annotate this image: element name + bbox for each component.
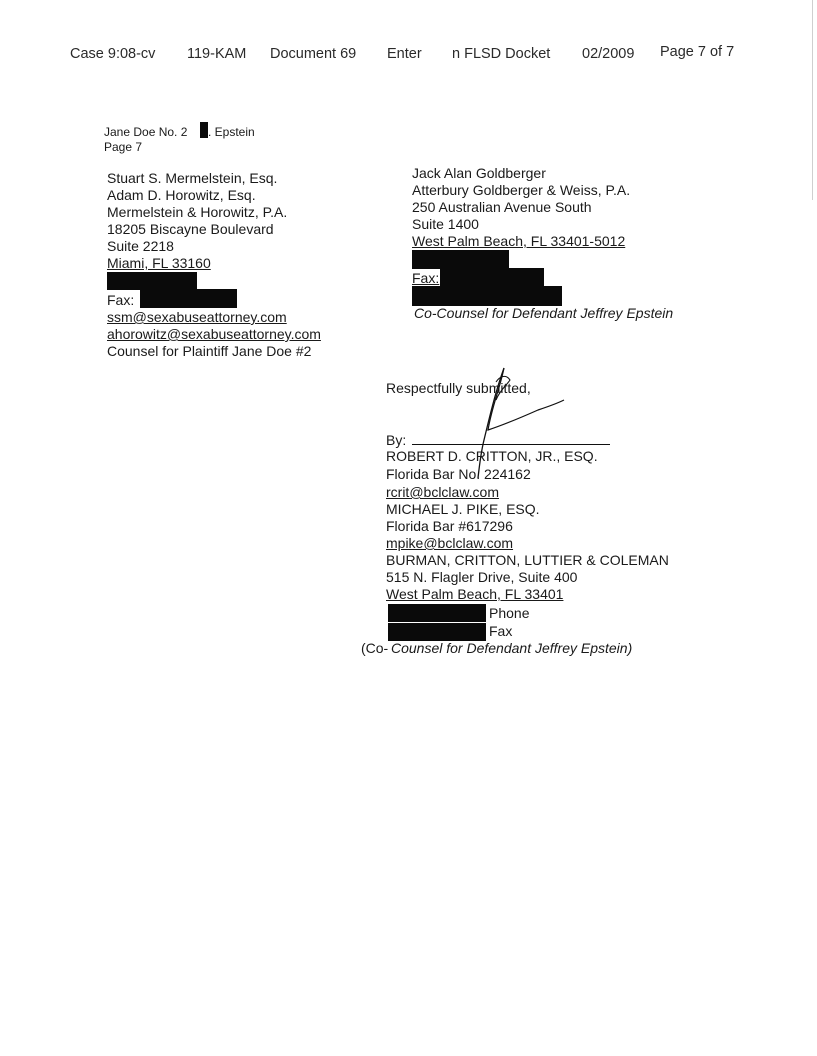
redaction-box <box>200 122 208 138</box>
right-counsel-firm: Atterbury Goldberger & Weiss, P.A. <box>412 182 631 198</box>
right-counsel-fax-label: Fax: <box>412 270 440 286</box>
left-counsel-role: Counsel for Plaintiff Jane Doe #2 <box>107 343 312 359</box>
signature-street: 515 N. Flagler Drive, Suite 400 <box>386 569 578 585</box>
signature-role-open: (Co- <box>361 640 389 656</box>
attorney-2-bar: Florida Bar #617296 <box>386 518 513 534</box>
left-counsel-email-2[interactable]: ahorowitz@sexabuseattorney.com <box>107 326 321 342</box>
left-counsel-name-2: Adam D. Horowitz, Esq. <box>107 187 256 203</box>
header-document: Document 69 <box>270 46 357 62</box>
caption-page: Page 7 <box>104 140 143 154</box>
scan-edge <box>812 0 813 200</box>
left-counsel-street: 18205 Biscayne Boulevard <box>107 221 274 237</box>
left-counsel-firm: Mermelstein & Horowitz, P.A. <box>107 204 288 220</box>
right-counsel-city: West Palm Beach, FL 33401-5012 <box>412 233 626 249</box>
left-counsel-email-1[interactable]: ssm@sexabuseattorney.com <box>107 309 287 325</box>
fax-label: Fax <box>489 623 513 639</box>
right-counsel-name: Jack Alan Goldberger <box>412 165 546 181</box>
left-counsel-fax-label: Fax: <box>107 292 135 308</box>
closing: Respectfully submitted, <box>386 380 531 396</box>
attorney-1-email[interactable]: rcrit@bclclaw.com <box>386 484 500 500</box>
redaction-box <box>440 268 544 286</box>
attorney-1-name: ROBERT D. CRITTON, JR., ESQ. <box>386 448 598 464</box>
header-case-number: 119-KAM <box>187 46 247 62</box>
header-entered: Enter <box>387 46 422 62</box>
right-counsel-role: Co-Counsel for Defendant Jeffrey Epstein <box>414 305 674 321</box>
redaction-box <box>388 604 486 622</box>
caption-defendant: . Epstein <box>208 125 255 139</box>
header-page: Page 7 of 7 <box>660 44 735 60</box>
right-counsel-street: 250 Australian Avenue South <box>412 199 592 215</box>
redaction-box <box>412 250 509 269</box>
header-case: Case 9:08-cv <box>70 46 156 62</box>
attorney-1-bar: Florida Bar No. 224162 <box>386 466 531 482</box>
redaction-box <box>140 289 237 308</box>
right-counsel-suite: Suite 1400 <box>412 216 479 232</box>
redaction-box <box>412 286 562 306</box>
left-counsel-city: Miami, FL 33160 <box>107 255 211 271</box>
by-label: By: <box>386 432 407 448</box>
redaction-box <box>107 272 197 290</box>
header-date: 02/2009 <box>582 46 635 62</box>
left-counsel-suite: Suite 2218 <box>107 238 174 254</box>
signature-city: West Palm Beach, FL 33401 <box>386 586 564 602</box>
signature-line <box>412 444 610 445</box>
attorney-2-email[interactable]: mpike@bclclaw.com <box>386 535 514 551</box>
phone-label: Phone <box>489 605 530 621</box>
left-counsel-name-1: Stuart S. Mermelstein, Esq. <box>107 170 278 186</box>
header-docket: n FLSD Docket <box>452 46 551 62</box>
redaction-box <box>388 623 486 641</box>
attorney-2-name: MICHAEL J. PIKE, ESQ. <box>386 501 540 517</box>
caption-party: Jane Doe No. 2 <box>104 125 188 139</box>
signature-firm: BURMAN, CRITTON, LUTTIER & COLEMAN <box>386 552 669 568</box>
signature-role: Counsel for Defendant Jeffrey Epstein) <box>391 640 633 656</box>
